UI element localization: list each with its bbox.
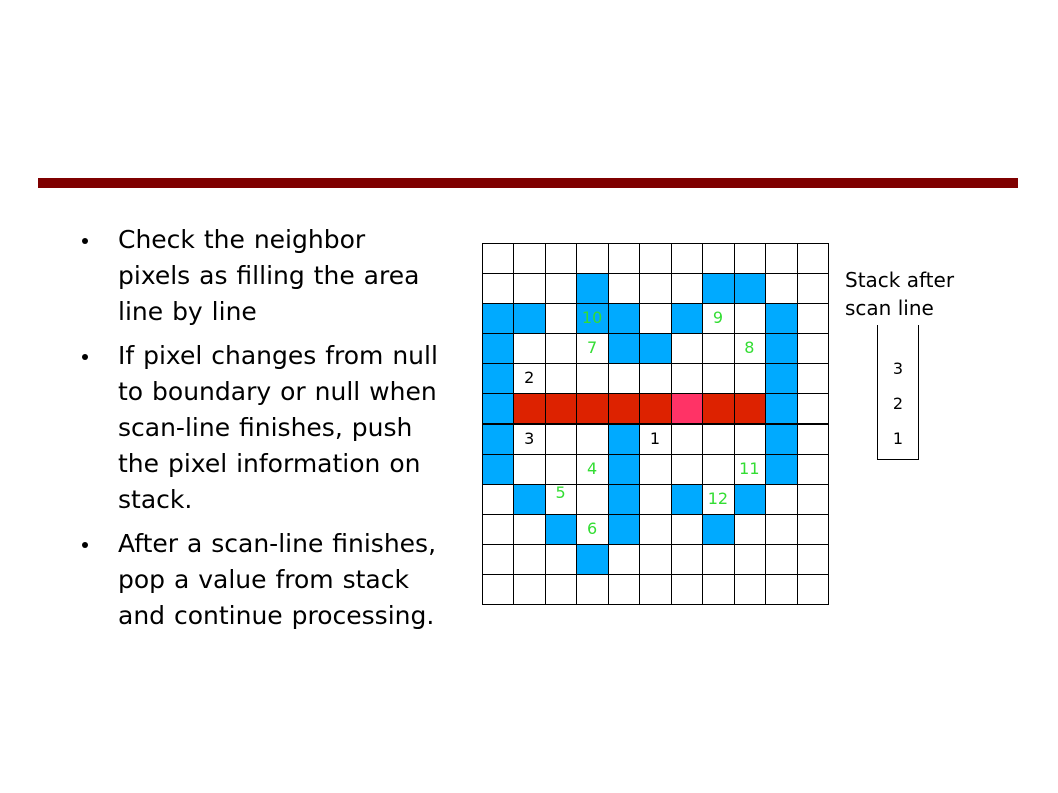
boundary-cell: [765, 393, 797, 424]
boundary-cell: [576, 544, 608, 575]
bullet-dot-icon: [82, 354, 88, 360]
grid-cell: [545, 363, 577, 394]
grid-cell: [482, 574, 514, 605]
grid-cell: [576, 424, 608, 455]
filled-cell: [702, 393, 734, 424]
grid-cell: [482, 514, 514, 545]
grid-cell: [797, 273, 829, 304]
boundary-cell: [608, 514, 640, 545]
bullet-dot-icon: [82, 542, 88, 548]
grid-cell: [608, 544, 640, 575]
boundary-cell: [513, 303, 545, 334]
stack-item: 2: [892, 394, 904, 413]
boundary-cell: [702, 514, 734, 545]
bullet-item: [76, 338, 446, 518]
boundary-cell: [765, 303, 797, 334]
grid-label: 4: [586, 458, 598, 478]
grid-cell: [608, 363, 640, 394]
stack-item: 3: [892, 359, 904, 378]
grid-cell: [639, 273, 671, 304]
grid-cell: [797, 454, 829, 485]
grid-cell: [482, 243, 514, 274]
grid-cell: [482, 544, 514, 575]
boundary-cell: [702, 273, 734, 304]
boundary-cell: [482, 454, 514, 485]
grid-cell: [765, 574, 797, 605]
grid-cell: [797, 484, 829, 515]
filled-cell: [513, 393, 545, 424]
grid-cell: [545, 424, 577, 455]
boundary-cell: [765, 363, 797, 394]
grid-cell: [734, 363, 766, 394]
grid-cell: [702, 363, 734, 394]
bullet-text: Check the neighbor pixels as filling the area line by line: [118, 225, 420, 326]
grid-cell: [513, 333, 545, 364]
grid-cell: [765, 544, 797, 575]
grid-cell: [608, 574, 640, 605]
grid-cell: [671, 574, 703, 605]
grid-cell: [639, 484, 671, 515]
boundary-cell: [482, 393, 514, 424]
grid-cell: [639, 514, 671, 545]
grid-cell: [513, 243, 545, 274]
boundary-cell: [608, 484, 640, 515]
grid-cell: [797, 514, 829, 545]
filled-cell: [545, 393, 577, 424]
grid-cell: [797, 333, 829, 364]
grid-cell: [513, 544, 545, 575]
grid-label: 8: [744, 338, 755, 358]
grid-cell: [797, 363, 829, 394]
grid-cell: [702, 424, 734, 455]
stack-box: [877, 325, 919, 460]
grid-cell: [734, 574, 766, 605]
filled-cell: [576, 393, 608, 424]
grid-label: 5: [555, 482, 566, 502]
grid-cell: [797, 393, 829, 424]
grid-cell: [734, 544, 766, 575]
grid-cell: [797, 424, 829, 455]
filled-cell: [639, 393, 671, 424]
grid-cell: [797, 544, 829, 575]
grid-label: 9: [712, 308, 723, 328]
boundary-cell: [765, 454, 797, 485]
title-divider-bar: [38, 178, 1018, 188]
boundary-cell: [608, 303, 640, 334]
bullet-list: [76, 222, 446, 642]
grid-cell: [702, 574, 734, 605]
grid-cell: [608, 243, 640, 274]
grid-label: 12: [707, 488, 729, 508]
grid-cell: [639, 243, 671, 274]
grid-cell: [576, 574, 608, 605]
grid-label: 10: [581, 308, 603, 328]
grid-cell: [545, 243, 577, 274]
grid-cell: [765, 514, 797, 545]
grid-cell: [734, 514, 766, 545]
bullet-item: [76, 526, 446, 634]
grid-cell: [671, 243, 703, 274]
grid-cell: [671, 273, 703, 304]
grid-cell: [513, 273, 545, 304]
grid-cell: [671, 454, 703, 485]
seed-cell: [671, 393, 703, 424]
grid-cell: [797, 243, 829, 274]
grid-cell: [576, 363, 608, 394]
grid-cell: [765, 273, 797, 304]
grid-cell: [671, 333, 703, 364]
grid-cell: [702, 544, 734, 575]
stack-title: Stack after scan line: [845, 268, 955, 320]
grid-cell: [671, 514, 703, 545]
boundary-cell: [608, 333, 640, 364]
grid-cell: [797, 574, 829, 605]
stack-item: 1: [892, 429, 904, 448]
grid-cell: [734, 303, 766, 334]
grid-cell: [797, 303, 829, 334]
grid-cell: [734, 424, 766, 455]
grid-cell: [671, 544, 703, 575]
bullet-text: After a scan-line finishes, pop a value from stack and continue processing.: [118, 529, 437, 630]
grid-cell: [545, 544, 577, 575]
grid-label: 6: [586, 518, 598, 538]
grid-cell: [576, 484, 608, 515]
grid-cell: [765, 243, 797, 274]
grid-cell: [639, 544, 671, 575]
grid-cell: [671, 424, 703, 455]
grid-cell: [765, 484, 797, 515]
boundary-cell: [482, 303, 514, 334]
boundary-cell: [734, 484, 766, 515]
grid-cell: [545, 574, 577, 605]
boundary-cell: [608, 454, 640, 485]
filled-cell: [734, 393, 766, 424]
grid-cell: [639, 303, 671, 334]
grid-cell: [513, 574, 545, 605]
grid-label: 3: [524, 428, 535, 448]
grid-cell: [702, 243, 734, 274]
grid-label: 11: [739, 458, 760, 478]
grid-cell: [671, 363, 703, 394]
grid-cell: [482, 484, 514, 515]
grid-label: 2: [524, 368, 535, 388]
boundary-cell: [639, 333, 671, 364]
filled-cell: [608, 393, 640, 424]
bullet-dot-icon: [82, 238, 88, 244]
boundary-cell: [734, 273, 766, 304]
bullet-text: If pixel changes from null to boundary or null when scan-line finishes, push the pixel information on stack.: [118, 341, 438, 514]
grid-cell: [482, 273, 514, 304]
grid-cell: [639, 363, 671, 394]
boundary-cell: [482, 333, 514, 364]
grid-cell: [639, 454, 671, 485]
boundary-cell: [765, 333, 797, 364]
grid-cell: [734, 243, 766, 274]
grid-cell: [576, 243, 608, 274]
grid-label: 7: [586, 338, 598, 358]
grid-cell: [639, 574, 671, 605]
grid-cell: [513, 514, 545, 545]
pixel-grid: [482, 243, 828, 604]
boundary-cell: [765, 424, 797, 455]
grid-cell: [545, 273, 577, 304]
grid-cell: [513, 454, 545, 485]
grid-cell: [608, 273, 640, 304]
grid-label: 1: [649, 428, 661, 448]
bullet-item: [76, 222, 446, 330]
boundary-cell: [576, 273, 608, 304]
